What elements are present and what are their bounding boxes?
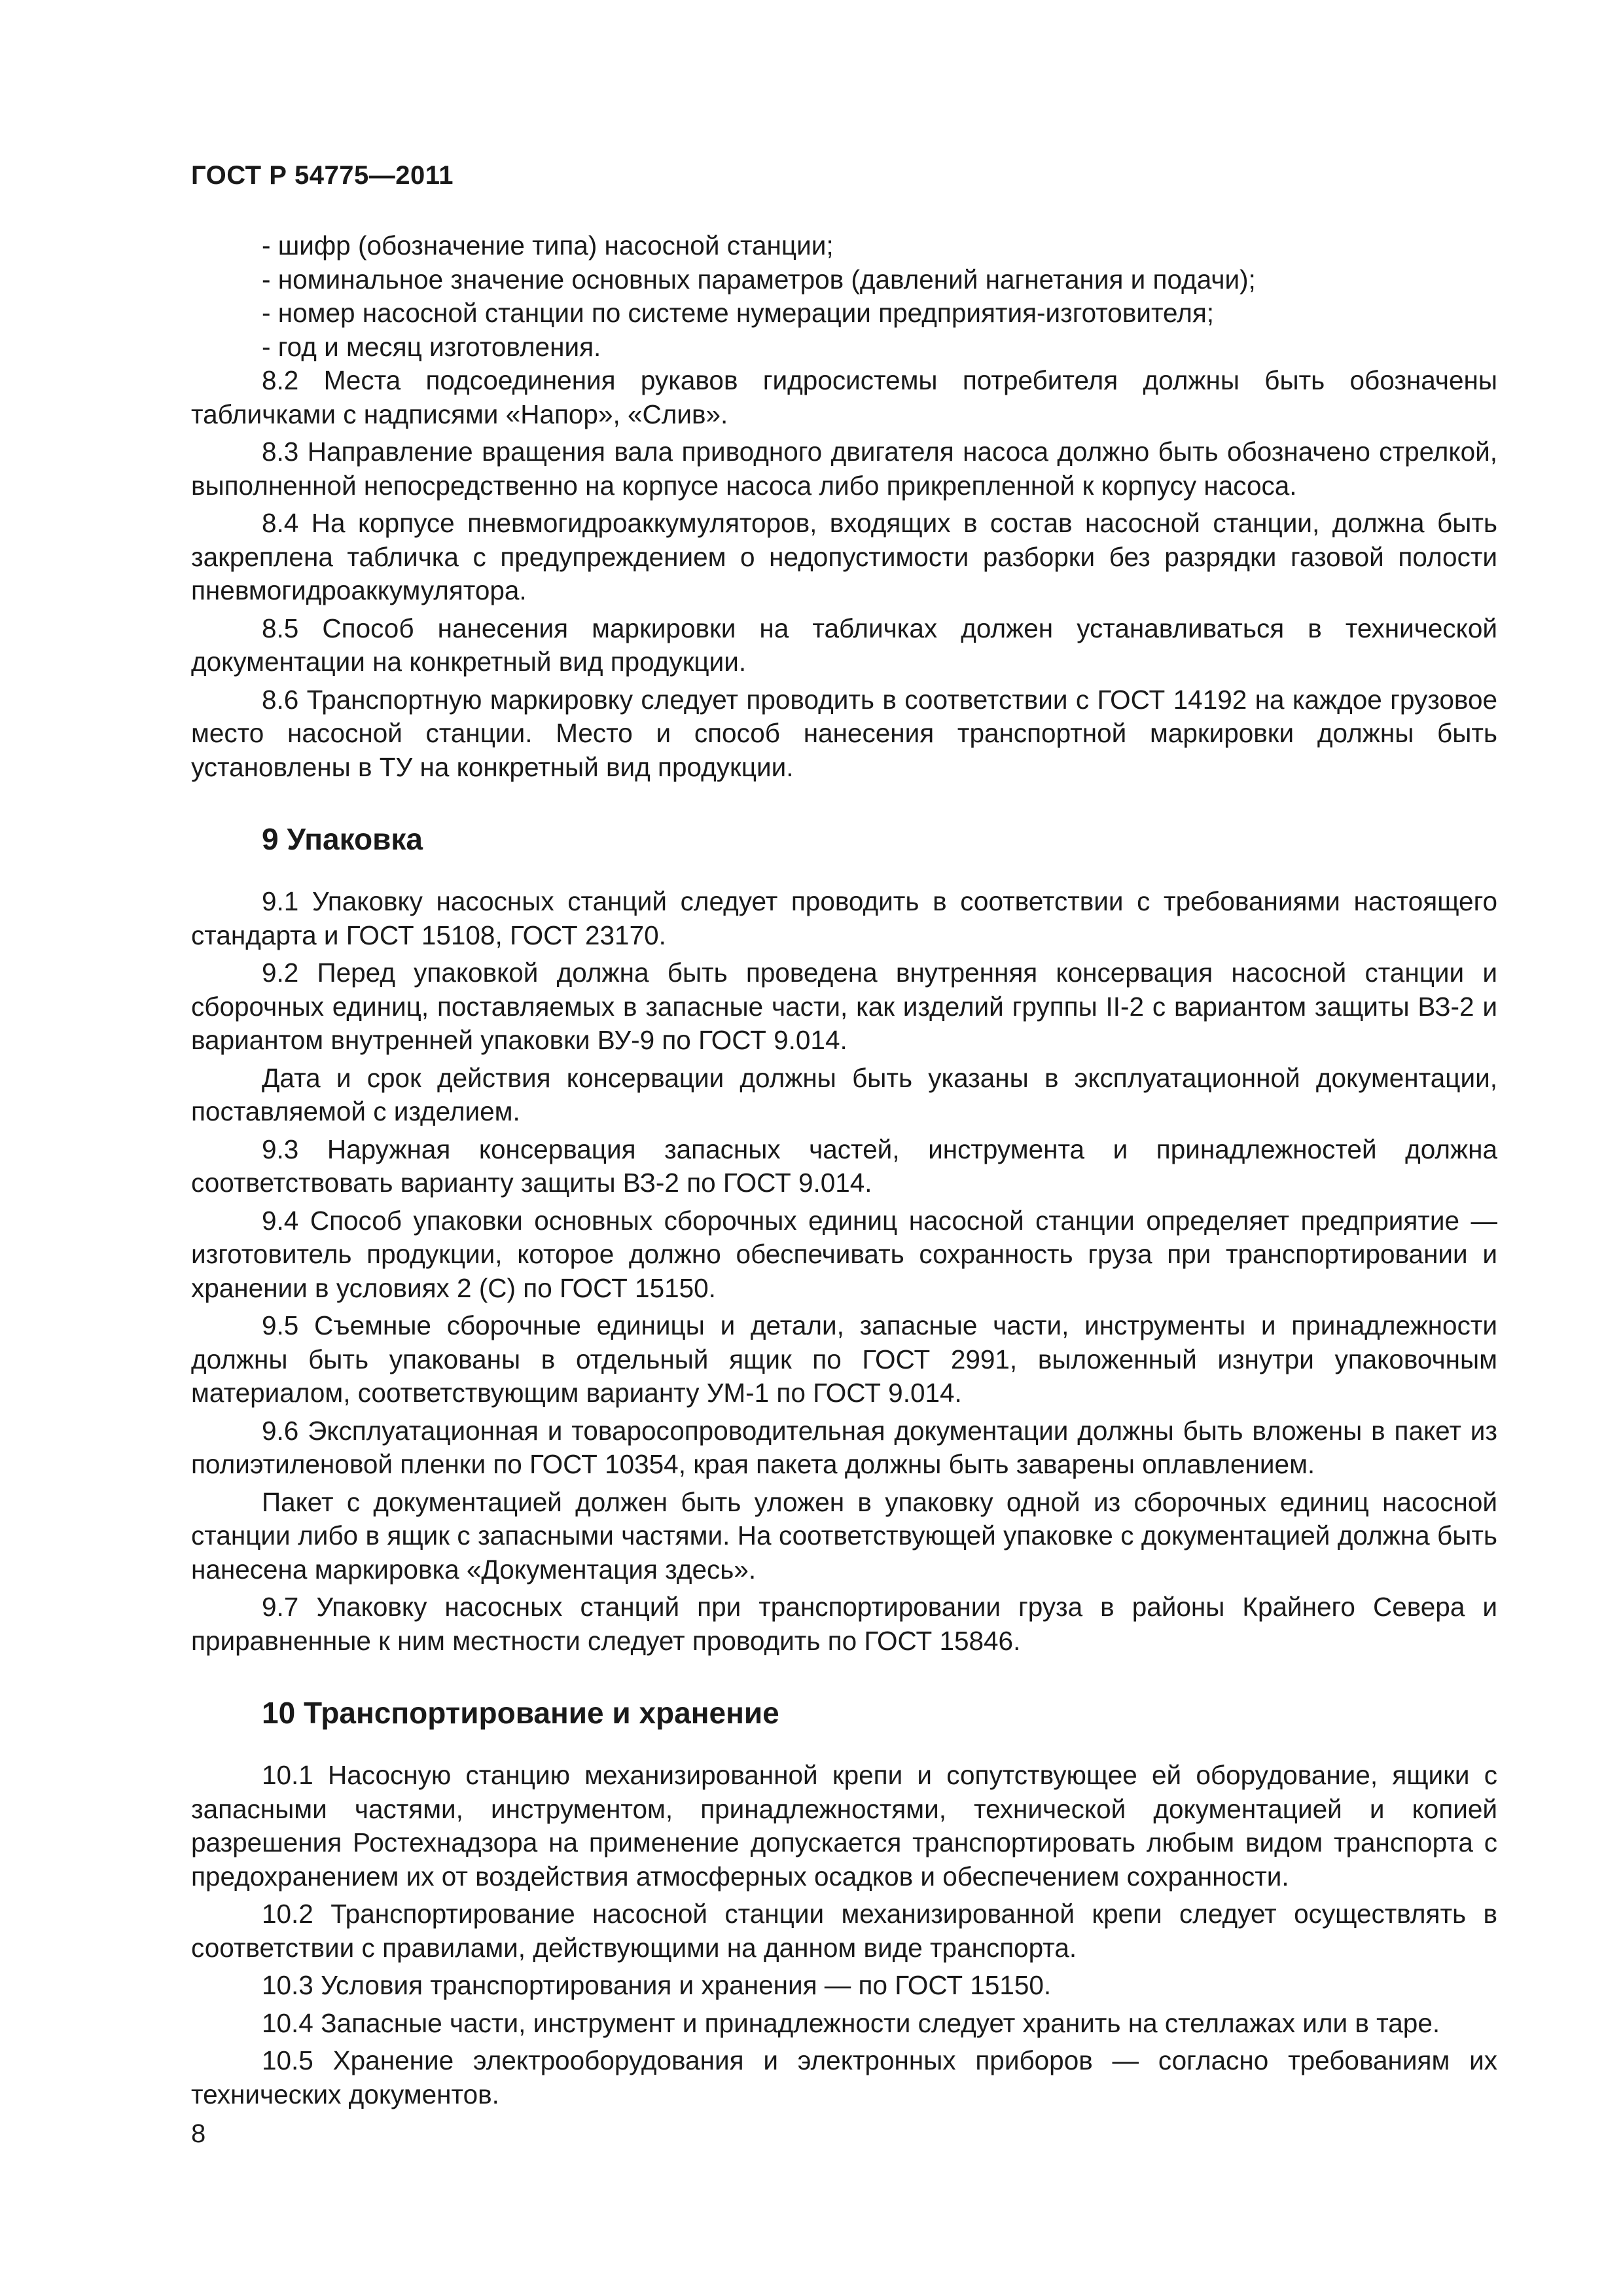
paragraph-9-7: 9.7 Упаковку насосных станций при транспортировании груза в районы Крайнего Севера и приравненные к ним местности следует проводить по ГОСТ 15846. xyxy=(191,1592,1497,1656)
list-item: - номер насосной станции по системе нумерации предприятия-изготовителя; xyxy=(262,298,1215,328)
paragraph-9-6-note: Пакет с документацией должен быть уложен в упаковку одной из сборочных единиц насосной станции либо в ящик с запасными частями. На соответствующей упаковке с документацией должна быть нанесена маркировка «Документация здесь». xyxy=(191,1486,1497,1585)
paragraph-9-4: 9.4 Способ упаковки основных сборочных единиц насосной станции определяет предприятие — изготовитель продукции, которое должно обеспечивать сохранность груза при транспортировании и хранении в условиях 2 (С) по ГОСТ 15150. xyxy=(191,1205,1497,1303)
paragraph-8-6: 8.6 Транспортную маркировку следует проводить в соответствии с ГОСТ 14192 на каждое грузовое место насосной станции. Место и способ нанесения транспортной маркировки должны быть установлены в ТУ на конкретный вид продукции. xyxy=(191,684,1497,782)
section-heading-9: 9 Упаковка xyxy=(262,822,423,856)
paragraph-9-6: 9.6 Эксплуатационная и товаросопроводительная документации должны быть вложены в пакет из полиэтиленовой пленки по ГОСТ 10354, края пакета должны быть заварены оплавлением. xyxy=(191,1415,1497,1479)
paragraph-9-2: 9.2 Перед упаковкой должна быть проведена внутренняя консервация насосной станции и сборочных единиц, поставляемых в запасные части, как изделий группы II-2 с вариантом защиты ВЗ-2 и вариантом внутренней упаковки ВУ-9 по ГОСТ 9.014. xyxy=(191,958,1497,1055)
paragraph-10-1: 10.1 Насосную станцию механизированной крепи и сопутствующее ей оборудование, ящики с запасными частями, инструментом, принадлежностями, технической документацией и копией разрешения Ростехнадзора на применение допускается транспортировать любым видом транспорта с предохранением их от воздействия атмосферных осадков и обеспечением сохранности. xyxy=(191,1760,1497,1892)
page-number: 8 xyxy=(191,2119,206,2148)
section-heading-10: 10 Транспортирование и хранение xyxy=(262,1696,779,1730)
paragraph-8-5: 8.5 Способ нанесения маркировки на табличках должен устанавливаться в технической документации на конкретный вид продукции. xyxy=(191,613,1497,677)
paragraph-10-2: 10.2 Транспортирование насосной станции механизированной крепи следует осуществлять в соответствии с правилами, действующими на данном виде транспорта. xyxy=(191,1899,1497,1963)
paragraph-10-5: 10.5 Хранение электрооборудования и электронных приборов — согласно требованиям их технических документов. xyxy=(191,2045,1497,2109)
paragraph-9-1: 9.1 Упаковку насосных станций следует проводить в соответствии с требованиями настоящего стандарта и ГОСТ 15108, ГОСТ 23170. xyxy=(191,886,1497,950)
paragraph-9-3: 9.3 Наружная консервация запасных частей, инструмента и принадлежностей должна соответствовать варианту защиты ВЗ-2 по ГОСТ 9.014. xyxy=(191,1134,1497,1198)
paragraph-9-2-note: Дата и срок действия консервации должны быть указаны в эксплуатационной документации, поставляемой с изделием. xyxy=(191,1062,1497,1126)
document-header: ГОСТ Р 54775—2011 xyxy=(191,161,454,190)
list-item: - шифр (обозначение типа) насосной станции; xyxy=(262,230,834,260)
paragraph-8-2: 8.2 Места подсоединения рукавов гидросистемы потребителя должны быть обозначены табличками с надписями «Напор», «Слив». xyxy=(191,365,1497,429)
paragraph-8-3: 8.3 Направление вращения вала приводного двигателя насоса должно быть обозначено стрелкой, выполненной непосредственно на корпусе насоса либо прикрепленной к корпусу насоса. xyxy=(191,437,1497,501)
document-body xyxy=(191,229,1497,2111)
paragraph-10-4: 10.4 Запасные части, инструмент и принадлежности следует хранить на стеллажах или в таре. xyxy=(262,2007,1440,2038)
paragraph-8-4: 8.4 На корпусе пневмогидроаккумуляторов, входящих в состав насосной станции, должна быть закреплена табличка с предупреждением о недопустимости разборки без разрядки газовой полости пневмогидроаккумулятора. xyxy=(191,508,1497,605)
paragraph-9-5: 9.5 Съемные сборочные единицы и детали, запасные части, инструменты и принадлежности должны быть упакованы в отдельный ящик по ГОСТ 2991, выложенный изнутри упаковочным материалом, соответствующим варианту УМ-1 по ГОСТ 9.014. xyxy=(191,1310,1497,1408)
list-item: - год и месяц изготовления. xyxy=(262,331,601,362)
paragraph-10-3: 10.3 Условия транспортирования и хранения — по ГОСТ 15150. xyxy=(262,1970,1052,2000)
list-item: - номинальное значение основных параметров (давлений нагнетания и подачи); xyxy=(262,264,1256,295)
